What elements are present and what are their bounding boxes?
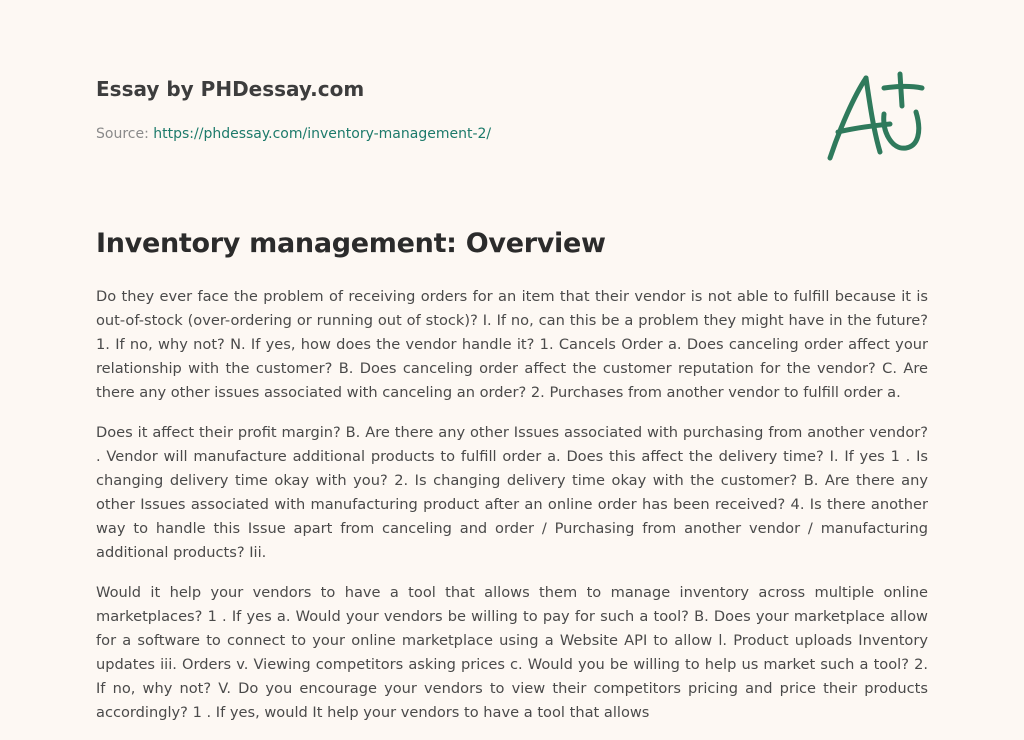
source-label: Source: [96,126,154,142]
paragraph: Does it affect their profit margin? B. Are there any other Issues associated with purchasing from another vendor? . Vendor will manufacture additional products to fulfill order a. Does this affect the delivery time? I. If yes 1 . Is changing delivery time okay with you? 2. Is changing delivery time okay with the customer? B. Are there any other Issues associated with manufacturing product after an online order has been received? 4. Is there another way to handle this Issue apart from canceling and order / Purchasing from another vendor / manufacturing additional products? Iii. [96,424,928,561]
a-plus-logo-icon [818,66,928,166]
brand-title: Essay by PHDessay.com [96,77,365,101]
page-header [96,74,796,144]
paragraph: Would it help your vendors to have a tool that allows them to manage inventory across multiple online marketplaces? 1 . If yes a. Would your vendors be willing to pay for such a tool? B. Does your marketplace allow for a software to connect to your online marketplace using a Website API to allow l. Product uploads Inventory updates iii. Orders v. Viewing competitors asking prices c. Would you be willing to help us market such a tool? 2. If no, why not? V. Do you encourage your vendors to view their competitors pricing and price their products accordingly? 1 . If yes, would It help your vendors to have a tool that allows [96,584,928,721]
logo-letter-a-right-stroke [866,78,880,152]
logo-swoosh [884,112,919,148]
article-body [96,285,928,740]
paragraph: Do they ever face the problem of receiving orders for an item that their vendor is not able to fulfill because it is out-of-stock (over-ordering or running out of stock)? I. If no, can this be a problem they might have in the future? 1. If no, why not? N. If yes, how does the vendor handle it? 1. Cancels Order a. Does canceling order affect your relationship with the customer? B. Does canceling order affect the customer reputation for the vendor? C. Are there any other issues associated with canceling an order? 2. Purchases from another vendor to fulfill order a. [96,288,928,401]
logo-plus-vertical [900,74,902,106]
source-line [96,124,796,144]
logo-letter-a-left-stroke [830,78,866,158]
logo-plus-horizontal [884,87,922,89]
page-title: Inventory management: Overview [96,228,606,259]
source-link[interactable]: https://phdessay.com/inventory-management-2/ [153,126,492,142]
